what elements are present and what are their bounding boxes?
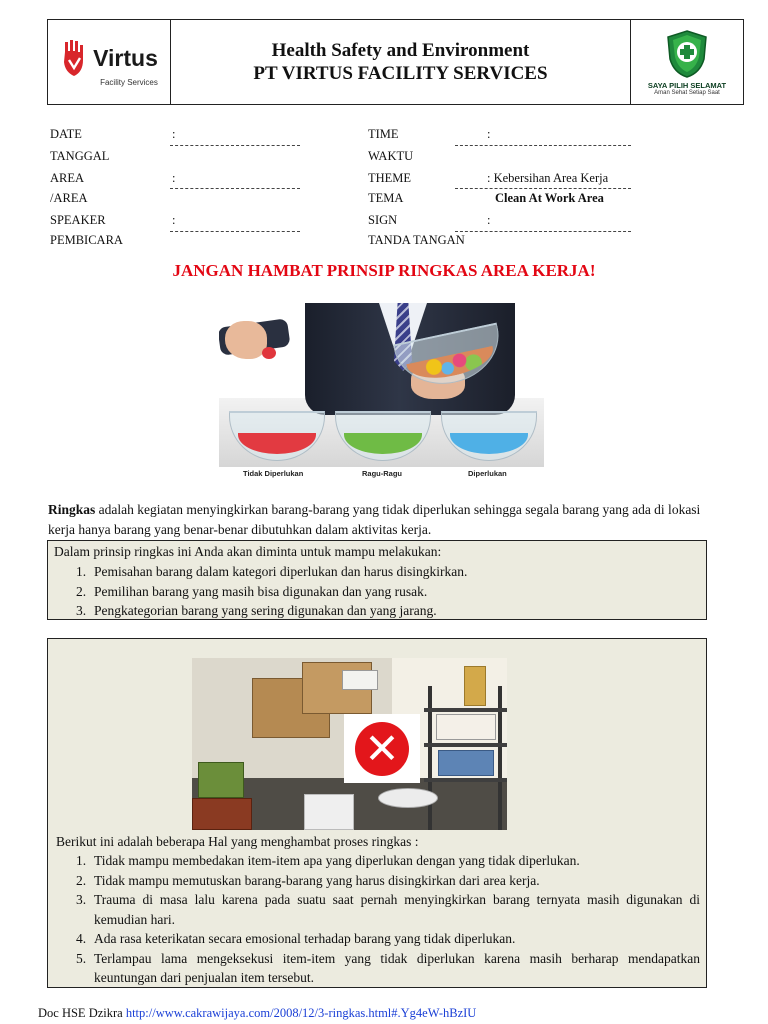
time-input-line[interactable] <box>455 145 631 146</box>
trophy <box>464 666 486 706</box>
principles-list <box>48 562 706 621</box>
shelf <box>424 743 507 747</box>
theme-input-line <box>455 188 631 189</box>
label-needed: Diperlukan <box>468 469 507 478</box>
badge-subtitle: Aman Sehat Setiap Saat <box>654 89 720 96</box>
time-colon: : <box>487 127 491 141</box>
date-label: DATE <box>50 127 82 141</box>
sign-input-line[interactable] <box>455 231 631 232</box>
principles-intro: Dalam prinsip ringkas ini Anda akan diminta untuk mampu melakukan: <box>54 544 442 559</box>
white-plates <box>378 788 438 808</box>
time-sublabel: WAKTU <box>368 149 414 163</box>
shelf <box>424 778 507 782</box>
footer <box>38 1006 476 1021</box>
sign-sublabel: TANDA TANGAN <box>368 233 465 247</box>
sorting-bowls-photo <box>219 303 544 481</box>
stacked-papers <box>436 714 496 740</box>
area-sublabel: /AREA <box>50 191 88 205</box>
speaker-label: SPEAKER <box>50 213 106 227</box>
date-colon: : <box>172 127 176 141</box>
shelf <box>424 708 507 712</box>
theme-sublabel: TEMA <box>368 191 404 205</box>
badge-title: SAYA PILIH SELAMAT <box>647 80 727 90</box>
prohibited-sign <box>344 714 420 783</box>
list-text: Ada rasa keterikatan secara emosional terhadap barang yang tidak diperlukan. <box>94 931 516 946</box>
sign-colon: : <box>487 213 491 227</box>
shield-icon <box>664 29 710 79</box>
x-mark-icon: ✕ <box>355 722 409 776</box>
list-item <box>48 582 706 602</box>
green-crate <box>198 762 244 798</box>
red-crate <box>192 798 252 830</box>
hand-holding-candy <box>225 321 267 359</box>
ringkas-definition <box>48 500 708 540</box>
list-text: Trauma di masa lalu karena pada suatu saat pernah menyingkirkan barang ternyata masih digunakan di kemudian hari. <box>94 892 700 927</box>
virtus-hand-icon <box>60 38 90 78</box>
list-num: 3. <box>76 892 87 907</box>
area-colon: : <box>172 171 176 185</box>
paper-label <box>342 670 378 690</box>
list-num: 1. <box>76 564 87 579</box>
cluttered-storeroom-photo <box>192 658 507 830</box>
date-sublabel: TANGGAL <box>50 149 110 163</box>
list-num: 2. <box>76 872 87 888</box>
label-doubtful: Ragu-Ragu <box>362 469 402 478</box>
headline: JANGAN HAMBAT PRINSIP RINGKAS AREA KERJA! <box>172 261 596 280</box>
ringkas-term: Ringkas <box>48 502 96 517</box>
theme-value: : Kebersihan Area Kerja <box>487 171 609 185</box>
area-label: AREA <box>50 171 85 185</box>
list-item <box>48 601 706 621</box>
brand-name: Virtus <box>93 44 158 71</box>
obstacles-list <box>48 851 700 988</box>
red-candy <box>262 347 276 359</box>
principles-box <box>47 540 707 620</box>
list-num: 1. <box>76 853 87 868</box>
footer-prefix: Doc HSE Dzikra <box>38 1006 126 1020</box>
ringkas-text: adalah kegiatan menyingkirkan barang-barang yang tidak diperlukan sehingga segala barang yang ada di lokasi kerja hanya barang yang benar-benar dibutuhkan dalam aktivitas kerja. <box>48 502 701 537</box>
obstacles-intro: Berikut ini adalah beberapa Hal yang menghambat proses ringkas : <box>56 834 419 849</box>
date-input-line[interactable] <box>170 145 300 146</box>
list-item <box>48 890 700 929</box>
list-text: Tidak mampu memutuskan barang-barang yang harus disingkirkan dari area kerja. <box>94 872 540 888</box>
area-input-line[interactable] <box>170 188 300 189</box>
list-item <box>48 929 700 949</box>
list-num: 2. <box>76 583 87 599</box>
speaker-input-line[interactable] <box>170 231 300 232</box>
list-item <box>48 871 700 891</box>
list-item <box>48 562 706 582</box>
list-text: Pengkategorian barang yang sering digunakan dan yang jarang. <box>94 603 437 618</box>
list-num: 5. <box>76 950 87 966</box>
list-num: 4. <box>76 931 87 946</box>
white-bag <box>304 794 354 830</box>
list-item <box>48 851 700 871</box>
header-title: Health Safety and Environment <box>271 40 530 61</box>
obstacles-box <box>47 638 707 988</box>
blue-binders <box>438 750 494 776</box>
sign-label: SIGN <box>368 213 398 227</box>
list-text: Pemisahan barang dalam kategori diperlukan dan harus disingkirkan. <box>94 564 468 579</box>
list-item <box>48 949 700 988</box>
time-label: TIME <box>368 127 399 141</box>
safety-badge <box>630 20 743 104</box>
brand-sub: Facility Services <box>100 77 158 87</box>
source-link[interactable]: http://www.cakrawijaya.com/2008/12/3-ringkas.html#.Yg4eW-hBzIU <box>125 1006 477 1020</box>
header-company: PT VIRTUS FACILITY SERVICES <box>253 63 548 84</box>
list-text: Terlampau lama mengeksekusi item-item yang tidak diperlukan karena masih berharap mendapatkan keuntungan dari penjualan item tersebut. <box>94 950 700 985</box>
theme-value-en: Clean At Work Area <box>495 191 604 205</box>
document-header <box>47 19 744 105</box>
speaker-sublabel: PEMBICARA <box>50 233 123 247</box>
virtus-logo <box>48 20 171 104</box>
list-text: Pemilihan barang yang masih bisa digunakan dan yang rusak. <box>94 583 428 599</box>
theme-label: THEME <box>368 171 412 185</box>
speaker-colon: : <box>172 213 176 227</box>
list-num: 3. <box>76 603 87 618</box>
list-text: Tidak mampu membedakan item-item apa yang diperlukan dengan yang tidak diperlukan. <box>94 853 580 868</box>
label-not-needed: Tidak Diperlukan <box>243 469 304 478</box>
